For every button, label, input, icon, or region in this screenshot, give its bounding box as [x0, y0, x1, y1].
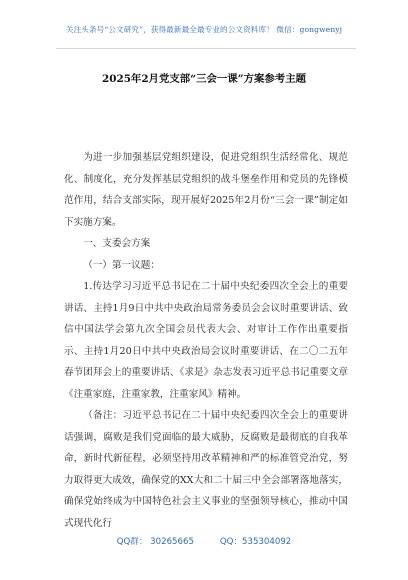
- header-promo-banner: 关注头条号“公文研究”，获得最新最全最专业的公文资料库！ 微信：gongwenyj: [65, 25, 343, 34]
- footer-contact: [0, 535, 408, 547]
- topic-heading-first: （一）第一议题：: [83, 259, 160, 271]
- footer-qq-number: QQ：535304092: [219, 537, 292, 547]
- header-divider: [56, 48, 356, 49]
- section-heading-committee: 一、支委会方案: [83, 238, 151, 249]
- document-body: [64, 147, 348, 534]
- document-title: 2025年2月党支部“三会一课”方案参考主题: [102, 73, 306, 85]
- intro-paragraph: 为进一步加强基层党组织建设，促进党组织生活经常化、规范化、制度化，充分发挥基层党组织的战斗堡垒作用和党员的先锋模范作用，结合支部实际，现开展好2025年2月份“三会一课”制定如下实施方案。: [64, 152, 348, 228]
- topic-paragraph-study: 1.传达学习习近平总书记在二十届中央纪委四次全会上的重要讲话、主持1月9日中共中央政治局常务委员会会议时重要讲话、致信中国法学会第九次全国会员代表大会、对审计工作作出重要指示、主持1月20日中共中央政治局会议时重要讲话、在二〇二五年春节团拜会上的重要讲话、《求是》杂志发表习近平总书记重要文章《注重家庭，注重家教，注重家风》精神。: [64, 281, 348, 400]
- footer-qq-group: QQ群： 30265665: [116, 537, 194, 547]
- note-paragraph: （备注：习近平总书记在二十届中央纪委四次全会上的重要讲话强调，腐败是我们党面临的最大威胁，反腐败是最彻底的自我革命，新时代新征程，必须坚持用改革精神和严的标准管党治党，努力取得更大成效，确保党的XX大和二十届三中全会部署落地落实，确保党始终成为中国特色社会主义事业的坚强领导核心，推动中国式现代化行: [64, 410, 348, 529]
